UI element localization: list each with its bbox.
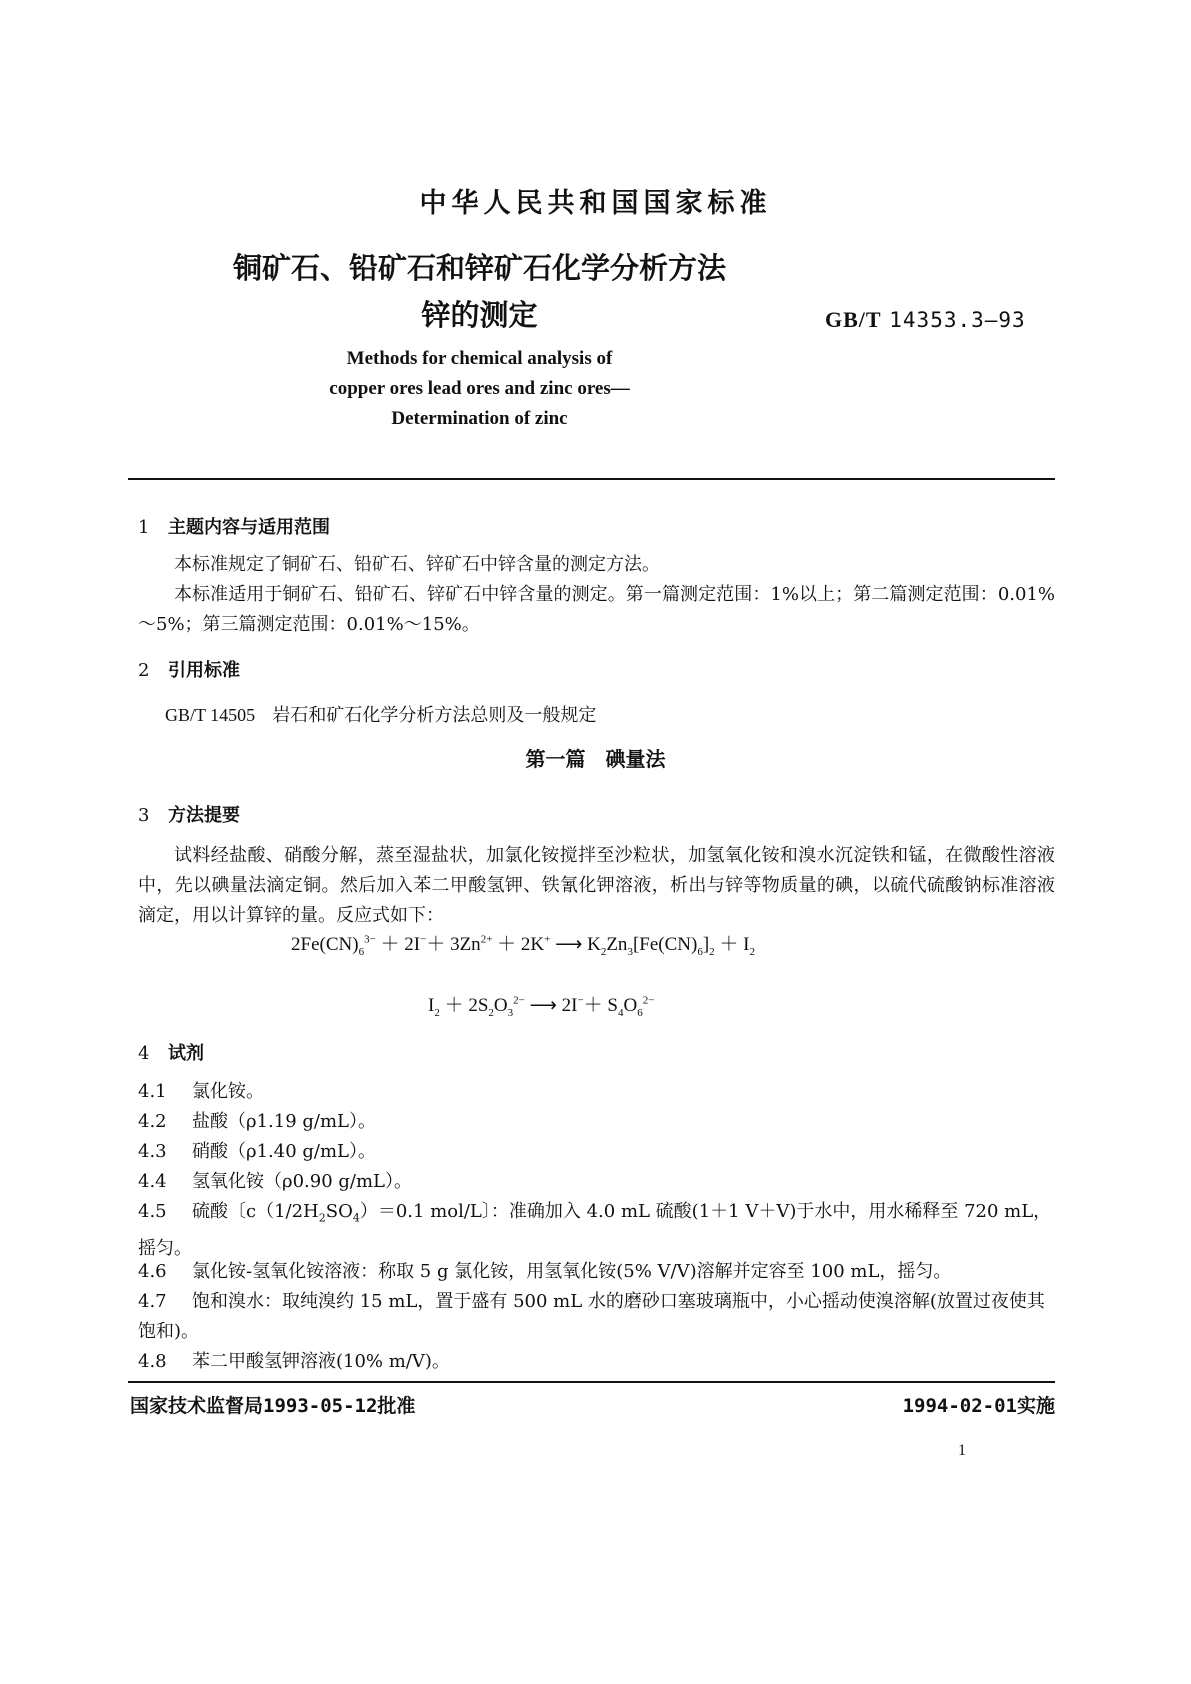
reference-code: GB/T 14505 [165, 705, 256, 725]
section-1-paragraph: 本标准规定了铜矿石、铅矿石、锌矿石中锌含量的测定方法。 [174, 554, 660, 575]
standard-code [825, 307, 1026, 333]
reagent-item: 4.5 硫酸〔$c(1/2H_2SO_4)=0.1$ mol/L〕：准确加入 4.0 mL 硫酸(1＋1 V＋V)于水中，用水稀释至 720 mL，摇匀。 [138, 1201, 1052, 1259]
reagent-item: 4.1 氯化铵。 [138, 1081, 264, 1102]
standard-code-number: 14353.3—93 [889, 308, 1026, 332]
section-3-paragraph: 试料经盐酸、硝酸分解，蒸至湿盐状，加氯化铵搅拌至沙粒状，加氢氧化铵和溴水沉淀铁和锰，在微酸性溶液中，先以碘量法滴定铜。然后加入苯二甲酸氢钾、铁氰化钾溶液，析出与锌等物质量的碘，以硫代硫酸钠标准溶液滴定，用以计算锌的量。反应式如下： [138, 845, 1055, 926]
section-1-paragraph: 本标准适用于铜矿石、铅矿石、锌矿石中锌含量的测定。第一篇测定范围：1%以上；第二篇测定范围：0.01%～5%；第三篇测定范围：0.01%～15%。 [138, 584, 1055, 635]
reagent-item: 4.8 苯二甲酸氢钾溶液(10% m/V)。 [138, 1351, 450, 1372]
section-4-heading: 4 试剂 [138, 1043, 204, 1064]
normative-reference [165, 700, 1045, 731]
standard-code-prefix: GB/T [825, 307, 882, 332]
reagent-item: 4.6 氯化铵-氢氧化铵溶液：称取 5 g 氯化铵，用氢氧化铵(5% V/V)溶解并定容至 100 mL，摇匀。 [138, 1261, 952, 1282]
reference-title: 岩石和矿石化学分析方法总则及一般规定 [272, 705, 597, 726]
reagent-item: 4.3 硝酸（ρ1.40 g/mL）。 [138, 1141, 376, 1162]
header-divider [128, 478, 1055, 480]
implementation-statement: 1994-02-01实施 [902, 1395, 1055, 1417]
standard-title: 中华人民共和国国家标准 [419, 188, 772, 219]
english-title-line: Methods for chemical analysis of [346, 348, 613, 369]
part-1-title: 第一篇 碘量法 [525, 747, 666, 771]
approval-statement: 国家技术监督局1993-05-12批准 [130, 1395, 416, 1417]
reagent-item: 4.2 盐酸（ρ1.19 g/mL）。 [138, 1111, 376, 1132]
reagent-item: 4.7 饱和溴水：取纯溴约 15 mL，置于盛有 500 mL 水的磨砂口塞玻璃瓶中，小心摇动使溴溶解(放置过夜使其饱和)。 [138, 1291, 1045, 1342]
reaction-equation-2: $I_2 + 2S_2O_3^{2-}$ ⟶ $2I^-+ S_4O_6^{2-}$ [428, 994, 655, 1019]
reagent-item: 4.4 氢氧化铵（ρ0.90 g/mL）。 [138, 1171, 412, 1192]
english-title-line: copper ores lead ores and zinc ores— [329, 378, 630, 399]
document-title: 铜矿石、铅矿石和锌矿石化学分析方法 [232, 251, 726, 285]
section-2-heading: 2 引用标准 [138, 660, 240, 681]
reaction-equation-1: $2Fe(CN)_6^{3-} + 2I^-+ 3Zn^{2+} + 2K^+$ ⟶ $K_2Zn_3[Fe(CN)_6]_2 + I_2$ [291, 933, 755, 958]
section-1-heading: 1 主题内容与适用范围 [138, 517, 330, 538]
footer-divider [128, 1381, 1055, 1383]
english-title-line: Determination of zinc [391, 408, 568, 429]
section-3-heading: 3 方法提要 [138, 805, 240, 826]
document-subtitle: 锌的测定 [421, 298, 538, 332]
page-number: 1 [958, 1442, 966, 1459]
